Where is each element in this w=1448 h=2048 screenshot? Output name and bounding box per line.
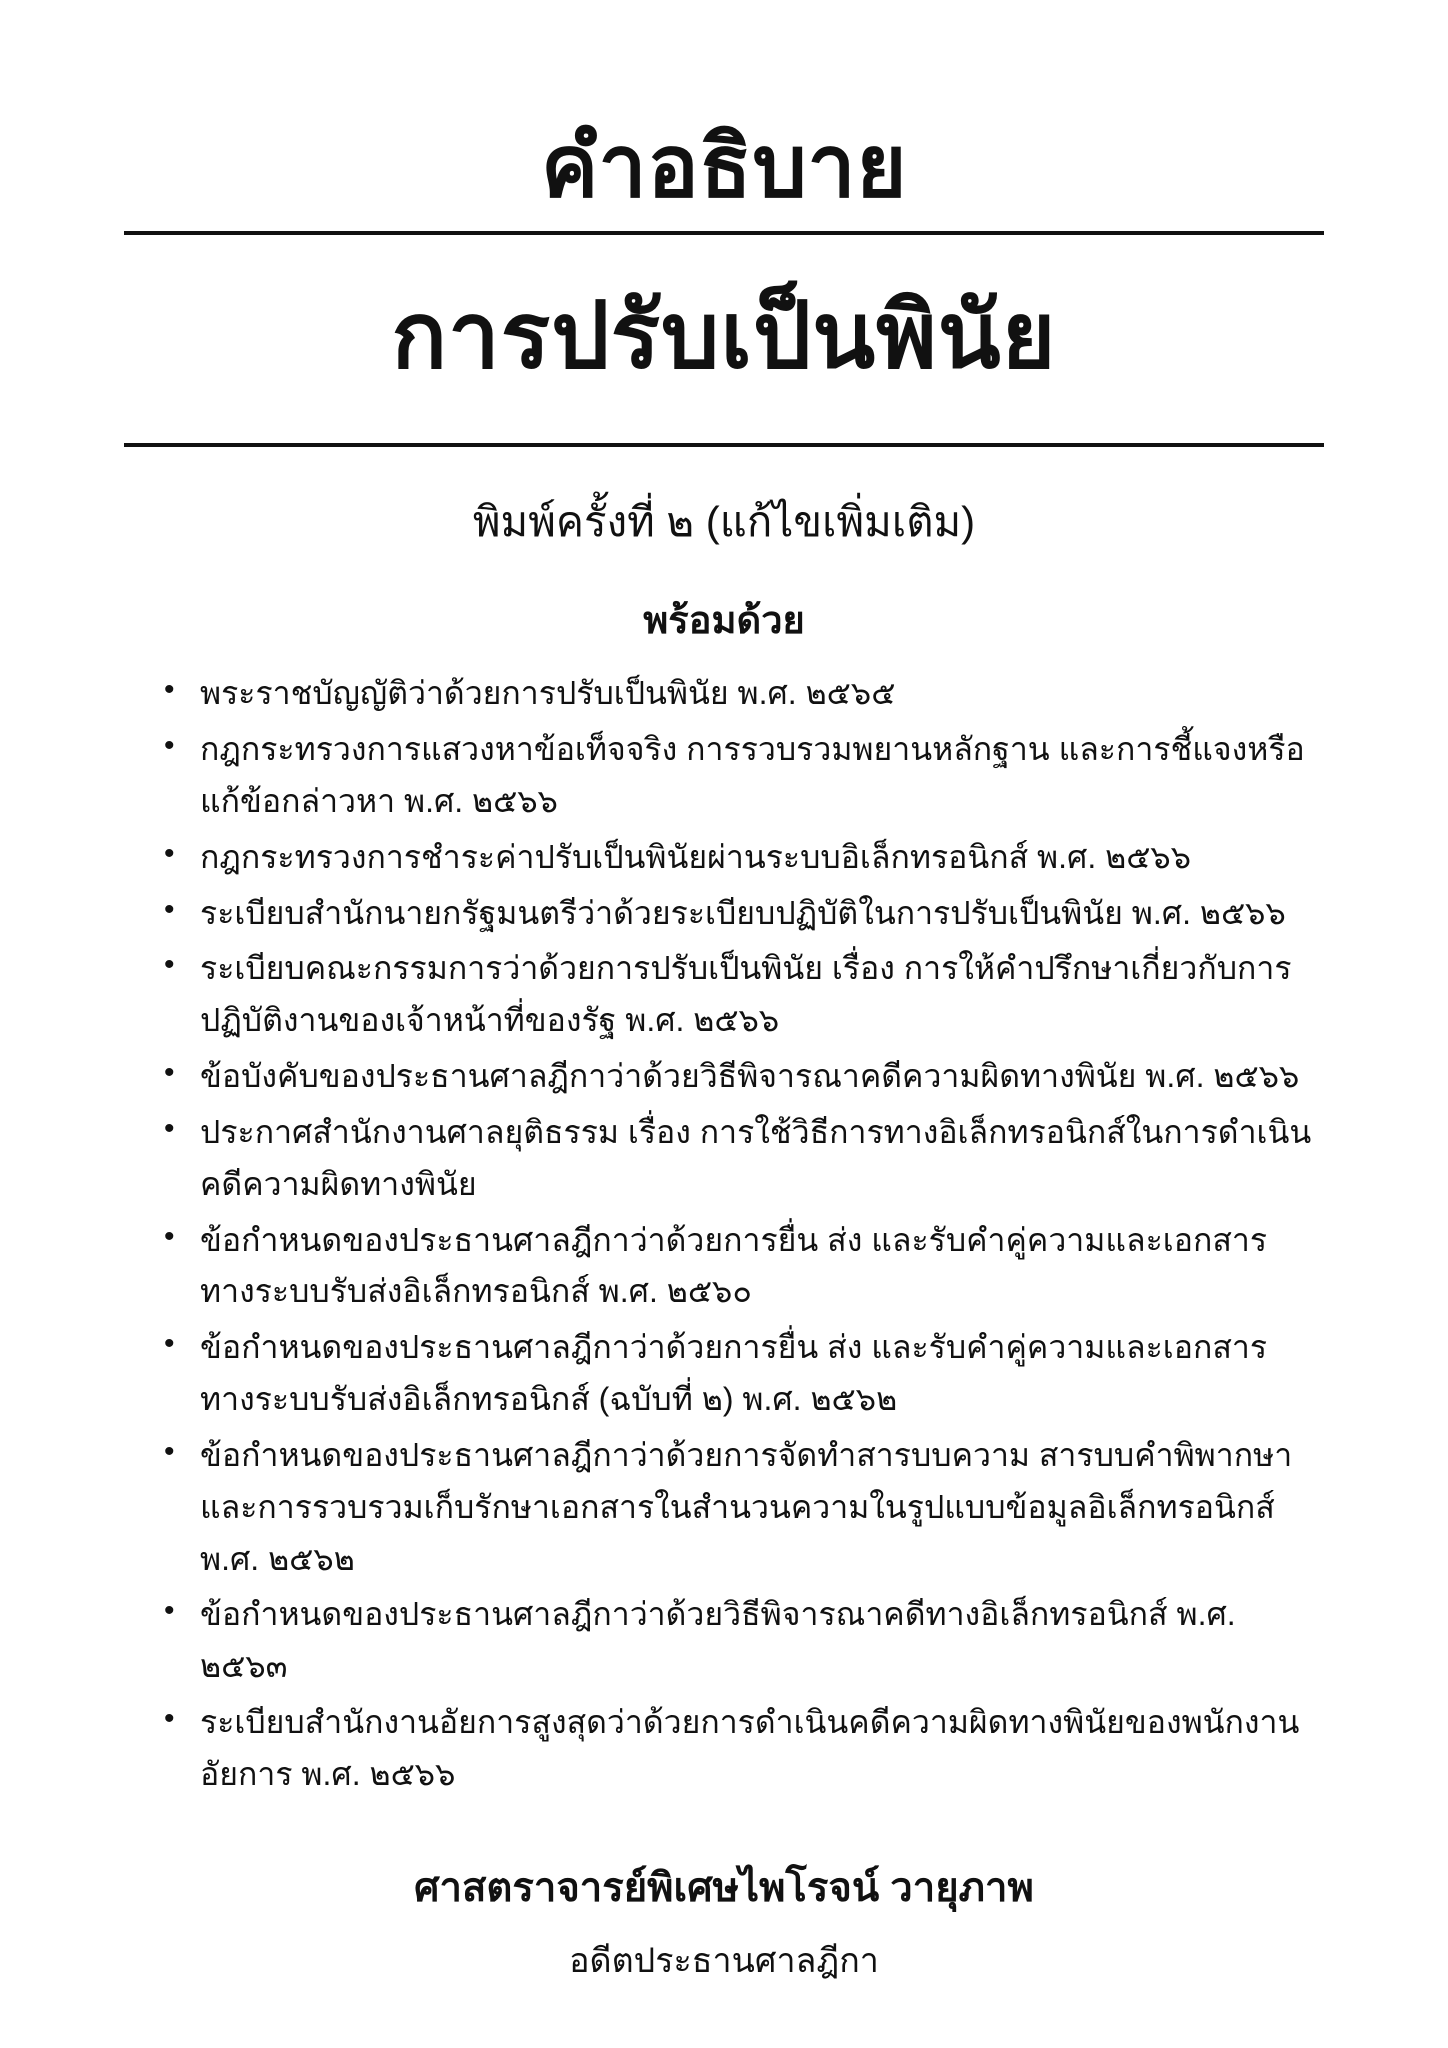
list-item: • กฎกระทรวงการแสวงหาข้อเท็จจริง การรวบรวมพยานหลักฐาน และการชี้แจงหรือแก้ข้อกล่าวหา พ.ศ. ๒๕๖๖: [156, 724, 1312, 828]
list-item: • ระเบียบสำนักนายกรัฐมนตรีว่าด้วยระเบียบปฏิบัติในการปรับเป็นพินัย พ.ศ. ๒๕๖๖: [156, 888, 1312, 940]
divider-top: [124, 231, 1324, 235]
list-item: • ข้อบังคับของประธานศาลฎีกาว่าด้วยวิธีพิจารณาคดีความผิดทางพินัย พ.ศ. ๒๕๖๖: [156, 1051, 1312, 1103]
with-label: พร้อมด้วย: [643, 600, 805, 643]
list-item: • ข้อกำหนดของประธานศาลฎีกาว่าด้วยวิธีพิจารณาคดีทางอิเล็กทรอนิกส์ พ.ศ. ๒๕๖๓: [156, 1589, 1312, 1693]
list-item: • ข้อกำหนดของประธานศาลฎีกาว่าด้วยการจัดทำสารบบความ สารบบคำพิพากษา และการรวบรวมเก็บรักษาเอกสารในสำนวนความในรูปแบบข้อมูลอิเล็กทรอนิกส์ พ.ศ. ๒๕๖๒: [156, 1430, 1312, 1585]
list-item: • กฎกระทรวงการชำระค่าปรับเป็นพินัยผ่านระบบอิเล็กทรอนิกส์ พ.ศ. ๒๕๖๖: [156, 832, 1312, 884]
list-item: • ข้อกำหนดของประธานศาลฎีกาว่าด้วยการยื่น ส่ง และรับคำคู่ความและเอกสารทางระบบรับส่งอิเล็กทรอนิกส์ พ.ศ. ๒๕๖๐: [156, 1215, 1312, 1319]
list-item: • ระเบียบคณะกรรมการว่าด้วยการปรับเป็นพินัย เรื่อง การให้คำปรึกษาเกี่ยวกับการปฏิบัติงานของเจ้าหน้าที่ของรัฐ พ.ศ. ๒๕๖๖: [156, 943, 1312, 1047]
author-name: ศาสตราจารย์พิเศษไพโรจน์ วายุภาพ: [414, 1865, 1034, 1910]
edition-text: พิมพ์ครั้งที่ ๒ (แก้ไขเพิ่มเติม): [472, 498, 976, 546]
contents-list: [156, 668, 1312, 1800]
list-item: • ระเบียบสำนักงานอัยการสูงสุดว่าด้วยการดำเนินคดีความผิดทางพินัยของพนักงานอัยการ พ.ศ. ๒๕๖๖: [156, 1697, 1312, 1801]
list-item: • พระราชบัญญัติว่าด้วยการปรับเป็นพินัย พ.ศ. ๒๕๖๕: [156, 668, 1312, 720]
divider-bottom: [124, 443, 1324, 447]
list-item: • ประกาศสำนักงานศาลยุติธรรม เรื่อง การใช้วิธีการทางอิเล็กทรอนิกส์ในการดำเนินคดีความผิดทางพินัย: [156, 1107, 1312, 1211]
page-subtitle: การปรับเป็นพินัย: [391, 284, 1057, 387]
list-item: • ข้อกำหนดของประธานศาลฎีกาว่าด้วยการยื่น ส่ง และรับคำคู่ความและเอกสารทางระบบรับส่งอิเล็กทรอนิกส์ (ฉบับที่ ๒) พ.ศ. ๒๕๖๒: [156, 1322, 1312, 1426]
page-title: คำอธิบาย: [540, 119, 908, 215]
author-role: อดีตประธานศาลฎีกา: [569, 1941, 879, 1980]
